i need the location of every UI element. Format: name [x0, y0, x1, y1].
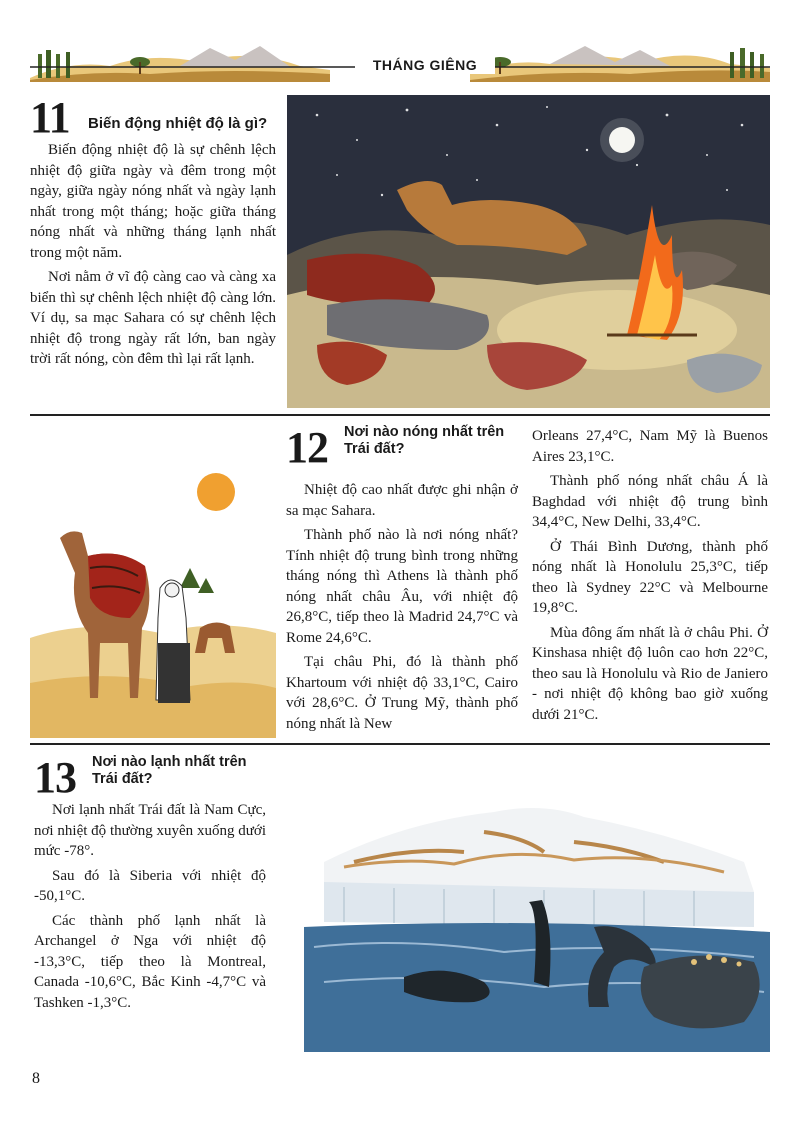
question-title-line: Trái đất? — [344, 441, 405, 457]
paragraph: Tại châu Phi, đó là thành phố Khartoum với nhiệt độ 33,1°C, Cairo với 28,6°C. Ở Trung Mỹ, thành phố nóng nhất là New — [286, 654, 518, 732]
antarctic-whales-illustration — [284, 752, 770, 1052]
paragraph: Các thành phố lạnh nhất là Archangel ở Nga với nhiệt độ -13,3°C, tiếp theo là Montreal, Canada -10,6°C, Bắc Kinh -4,7°C và Tashken -1,3°C. — [34, 912, 266, 1011]
paragraph: Nơi lạnh nhất Trái đất là Nam Cực, nơi nhiệt độ thường xuyên xuống dưới mức -78°. — [34, 802, 266, 859]
question-title — [344, 424, 504, 458]
paragraph: Sau đó là Siberia với nhiệt độ -50,1°C. — [34, 867, 266, 904]
question-13-body — [34, 800, 266, 1017]
section-divider — [30, 743, 770, 745]
question-title-line: Nơi nào lạnh nhất trên — [92, 754, 247, 770]
question-12-body-column-1 — [286, 480, 518, 738]
question-title — [92, 754, 247, 788]
paragraph: Mùa đông ấm nhất là ở châu Phi. Ở Kinshasa nhiệt độ luôn cao hơn 22°C, theo sau là Honolulu và Rio de Janiero - nơi nhiệt độ không bao giờ xuống dưới 21°C. — [532, 624, 768, 723]
paragraph: Nơi nằm ở vĩ độ càng cao và càng xa biển thì sự chênh lệch nhiệt độ càng lớn. Ví dụ, sa mạc Sahara có sự chênh lệch nhiệt độ trong ngày rất lớn, ban ngày trời rất nóng, còn đêm thì lại rất lạnh. — [30, 269, 276, 367]
desert-night-illustration — [287, 95, 770, 408]
question-number: 12 — [286, 423, 328, 472]
question-12-body-column-2 — [532, 426, 768, 729]
section-divider — [30, 414, 770, 416]
page-number: 8 — [32, 1070, 40, 1087]
question-title-line: Trái đất? — [92, 771, 153, 787]
paragraph: Ở Thái Bình Dương, thành phố nóng nhất là Honolulu 25,3°C, tiếp theo là Sydney 22°C và Melbourne 19,8°C. — [532, 538, 768, 616]
paragraph: Thành phố nóng nhất châu Á là Baghdad với nhiệt độ trung bình 34,4°C, New Delhi, 33,4°C. — [532, 473, 768, 530]
paragraph: Biến động nhiệt độ là sự chênh lệch nhiệt độ giữa ngày và đêm trong một ngày, giữa ngày nóng nhất và ngày lạnh nhất trong một tháng; hoặc giữa tháng nóng nhất và những tháng lạnh nhất trong một năm. — [30, 142, 276, 261]
paragraph: Orleans 27,4°C, Nam Mỹ là Buenos Aires 23,1°C. — [532, 428, 768, 465]
paragraph: Thành phố nào là nơi nóng nhất? Tính nhiệt độ trung bình trong những tháng nóng thì Athens là thành phố nóng nhất châu Âu, với nhiệt độ 26,8°C, tiếp theo là Madrid 24,7°C và Rome 24,6°C. — [286, 527, 518, 646]
question-title: Biến động nhiệt độ là gì? — [88, 115, 268, 132]
question-number: 13 — [34, 753, 76, 802]
caravan-illustration — [30, 468, 276, 738]
page-header-banner — [30, 40, 770, 88]
paragraph: Nhiệt độ cao nhất được ghi nhận ở sa mạc Sahara. — [286, 482, 518, 519]
question-11-body — [30, 140, 276, 374]
month-title: THÁNG GIÊNG — [355, 56, 495, 74]
question-number: 11 — [30, 93, 70, 142]
question-title-line: Nơi nào nóng nhất trên — [344, 424, 505, 440]
